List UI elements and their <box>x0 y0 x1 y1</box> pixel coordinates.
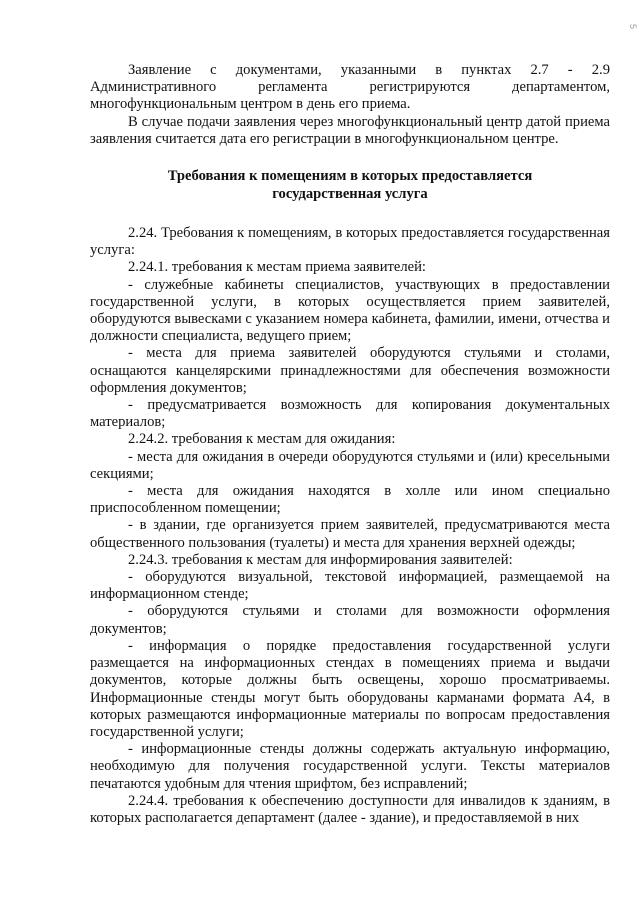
list-item-info-stands-content: - информационные стенды должны содержать актуальную информацию, необходимую для получения государственной услуги. Тексты материалов печатаются удобным для чтения шрифтом, без исправлений; <box>90 741 610 792</box>
list-item-offices-signage: - служебные кабинеты специалистов, участвующих в предоставлении государственной услуги, в которых осуществляется прием заявителей, оборудуются вывесками с указанием номера кабинета, фамилии, имени, отчества и должности специалиста, ведущего прием; <box>90 276 610 345</box>
section-heading <box>90 168 610 203</box>
paragraph-2-24-2: 2.24.2. требования к местам для ожидания: <box>128 431 396 448</box>
document-body <box>90 62 610 827</box>
page-edge-mark: 5 <box>628 24 638 30</box>
paragraph-2-24-3: 2.24.3. требования к местам для информирования заявителей: <box>128 551 513 568</box>
section-heading-line-1: Требования к помещениям в которых предоставляется <box>167 168 533 185</box>
paragraph-2-24-1: 2.24.1. требования к местам приема заявителей: <box>128 259 426 276</box>
paragraph-submission-registration: Заявление с документами, указанными в пунктах 2.7 - 2.9 Административного регламента регистрируются департаментом, многофункциональным центром в день его приема. <box>90 62 610 113</box>
list-item-public-facilities: - в здании, где организуется прием заявителей, предусматриваются места общественного пользования (туалеты) и места для хранения верхней одежды; <box>90 517 610 551</box>
paragraph-2-24-4: 2.24.4. требования к обеспечению доступности для инвалидов к зданиям, в которых располагается департамент (далее - здание), и предоставляемой в них <box>90 792 610 826</box>
list-item-copying: - предусматривается возможность для копирования документальных материалов; <box>90 397 610 431</box>
list-item-info-furniture: - оборудуются стульями и столами для возможности оформления документов; <box>90 603 610 637</box>
section-heading-line-2: государственная услуга <box>272 185 428 202</box>
paragraph-2-24: 2.24. Требования к помещениям, в которых предоставляется государственная услуга: <box>90 225 610 259</box>
list-item-reception-furniture: - места для приема заявителей оборудуются стульями и столами, оснащаются канцелярскими принадлежностями для обеспечения возможности оформления документов; <box>90 345 610 396</box>
list-item-info-stand: - оборудуются визуальной, текстовой информацией, размещаемой на информационном стенде; <box>90 569 610 603</box>
list-item-info-stands-placement: - информация о порядке предоставления государственной услуги размещается на информационных стендах в помещениях приема и выдачи документов, которые должны быть освещены, хорошо просматриваемы. Информационные стенды могут быть оборудованы карманами формата А4, в которых размещаются информационные материалы по вопросам предоставления государственной услуги; <box>90 637 610 740</box>
list-item-waiting-hall: - места для ожидания находятся в холле или ином специально приспособленном помещении; <box>90 483 610 517</box>
paragraph-mfc-registration-date: В случае подачи заявления через многофункциональный центр датой приема заявления считается дата его регистрации в многофункциональном центре. <box>90 113 610 147</box>
list-item-waiting-seats: - места для ожидания в очереди оборудуются стульями и (или) кресельными секциями; <box>90 448 610 482</box>
